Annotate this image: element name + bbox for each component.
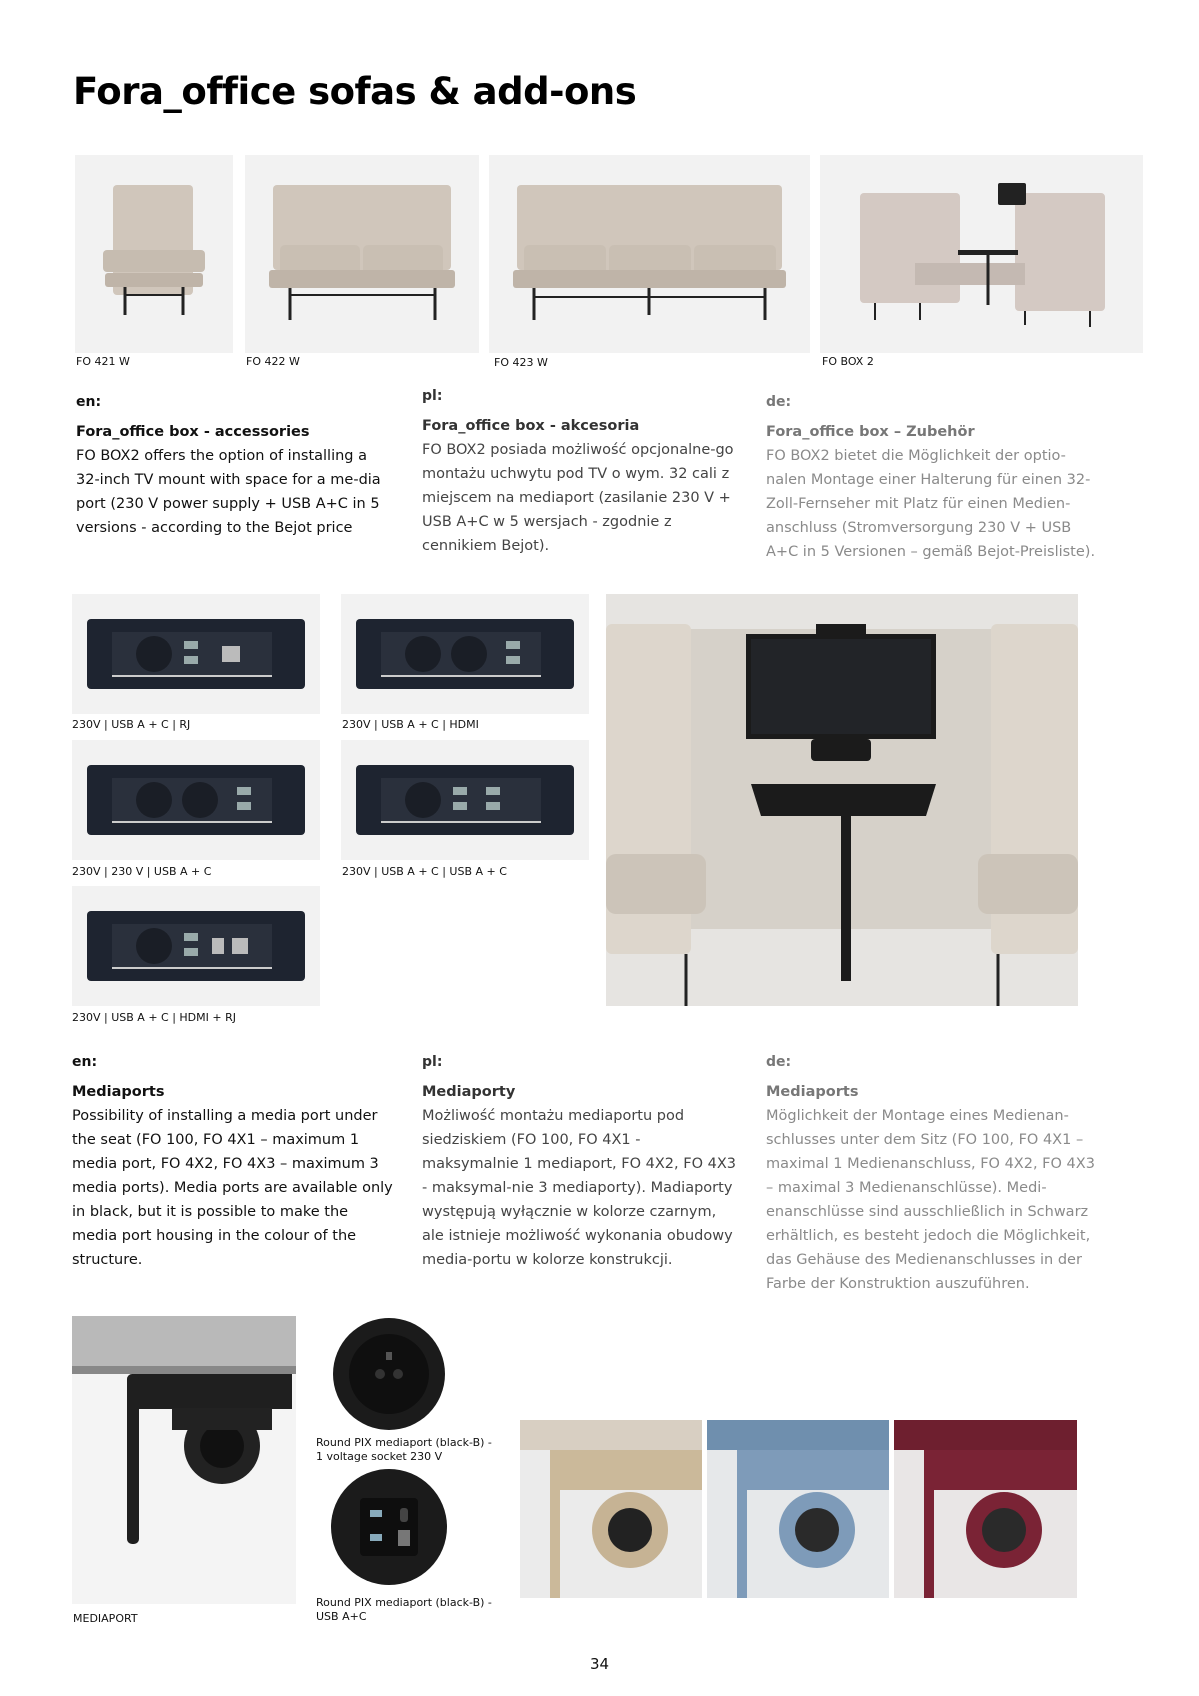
sofa-fo422w-image xyxy=(245,155,479,353)
sofa-fo423w-image xyxy=(489,155,810,353)
section-heading: Mediaports xyxy=(72,1084,165,1100)
mediaport-variant-image xyxy=(341,740,589,860)
page-number: 34 xyxy=(589,1655,610,1673)
section-paragraph: FO BOX2 offers the option of installing a 32-inch TV mount with space for a me-dia port (230 V power supply + USB A+C in 5 versions - according to the Bejot price xyxy=(76,448,381,536)
box-text-pl xyxy=(422,384,738,558)
product-caption: FO BOX 2 xyxy=(822,355,874,368)
section-heading: Mediaports xyxy=(766,1084,859,1100)
section-paragraph: Possibility of installing a media port under the seat (FO 100, FO 4X1 – maximum 1 media port, FO 4X2, FO 4X3 – maximum 3 media ports). Media ports are available only in black, but it is possible to make the media port housing in the colour of the structure. xyxy=(72,1108,393,1268)
section-paragraph: FO BOX2 posiada możliwość opcjonalne-go montażu uchwytu pod TV o wym. 32 cali z miejscem na mediaport (zasilanie 230 V + USB A+C w 5 wersjach - zgodnie z cennikiem Bejot). xyxy=(422,442,734,554)
lang-label: de: xyxy=(766,1054,792,1070)
mediaport-variant-image xyxy=(341,594,589,714)
mediaports-text-en xyxy=(72,1050,394,1272)
product-caption: FO 422 W xyxy=(246,355,300,368)
mediaport-variant-caption: 230V | USB A + C | USB A + C xyxy=(342,865,507,878)
product-caption: FO 421 W xyxy=(76,355,130,368)
section-paragraph: FO BOX2 bietet die Möglichkeit der optio-nalen Montage einer Halterung für einen 32-Zoll-Fernseher mit Platz für einen Medien-anschluss (Stromversorgung 230 V + USB A+C in 5 Versionen – gemäß Bejot-Preisliste). xyxy=(766,448,1096,560)
page-title: Fora_office sofas & add-ons xyxy=(73,70,637,113)
mediaport-variant-image xyxy=(72,594,320,714)
round-pix-usb-image xyxy=(330,1466,448,1588)
box-text-en xyxy=(76,390,394,540)
lang-label: en: xyxy=(76,394,102,410)
caption-line: 1 voltage socket 230 V xyxy=(316,1450,443,1463)
section-heading: Fora_office box – Zubehör xyxy=(766,424,975,440)
fo-box2-image xyxy=(820,155,1143,353)
mediaport-variant-caption: 230V | USB A + C | RJ xyxy=(72,718,191,731)
section-heading: Fora_office box - akcesoria xyxy=(422,418,640,434)
mediaport-caption: MEDIAPORT xyxy=(73,1612,138,1625)
mediaports-text-de xyxy=(766,1050,1096,1296)
mediaport-variant-caption: 230V | 230 V | USB A + C xyxy=(72,865,212,878)
lang-label: pl: xyxy=(422,388,443,404)
mediaport-variant-image xyxy=(72,740,320,860)
section-heading: Mediaporty xyxy=(422,1084,516,1100)
caption-line: Round PIX mediaport (black-B) - xyxy=(316,1436,492,1449)
mediaport-variant-image xyxy=(72,886,320,1006)
lang-label: en: xyxy=(72,1054,98,1070)
mediaport-beige-image xyxy=(520,1420,702,1598)
lang-label: pl: xyxy=(422,1054,443,1070)
round-pix-usb-caption xyxy=(316,1596,492,1624)
box-text-de xyxy=(766,390,1096,564)
sofa-fo421w-image xyxy=(75,155,233,353)
mediaport-red-image xyxy=(894,1420,1077,1598)
section-paragraph: Możliwość montażu mediaportu pod siedziskiem (FO 100, FO 4X1 - maksymalnie 1 mediaport, FO 4X2, FO 4X3 - maksymal-nie 3 mediaporty). Madiaporty występują wyłącznie w kolorze czarnym, ale istnieje możliwość wykonania obudowy media-portu w kolorze konstrukcji. xyxy=(422,1108,736,1268)
mediaport-variant-caption: 230V | USB A + C | HDMI + RJ xyxy=(72,1011,236,1024)
section-heading: Fora_office box - accessories xyxy=(76,424,310,440)
caption-line: Round PIX mediaport (black-B) - xyxy=(316,1596,492,1609)
round-pix-socket-image xyxy=(330,1316,448,1432)
product-caption: FO 423 W xyxy=(494,356,548,369)
mediaport-blue-image xyxy=(707,1420,889,1598)
mediaport-under-seat-image xyxy=(72,1316,296,1604)
lang-label: de: xyxy=(766,394,792,410)
round-pix-socket-caption xyxy=(316,1436,492,1464)
mediaport-variant-caption: 230V | USB A + C | HDMI xyxy=(342,718,479,731)
section-paragraph: Möglichkeit der Montage eines Medienan-schlusses unter dem Sitz (FO 100, FO 4X1 – maximal 1 Medienanschluss, FO 4X2, FO 4X3 – maximal 3 Medienanschlüsse). Medi-enanschlüsse sind ausschließlich in Schwarz erhältlich, es besteht jedoch die Möglichkeit, das Gehäuse des Medienanschlusses in der Farbe der Konstruktion auszuführen. xyxy=(766,1108,1095,1292)
mediaports-text-pl xyxy=(422,1050,738,1272)
caption-line: USB A+C xyxy=(316,1610,367,1623)
box-tv-image xyxy=(606,594,1078,1006)
